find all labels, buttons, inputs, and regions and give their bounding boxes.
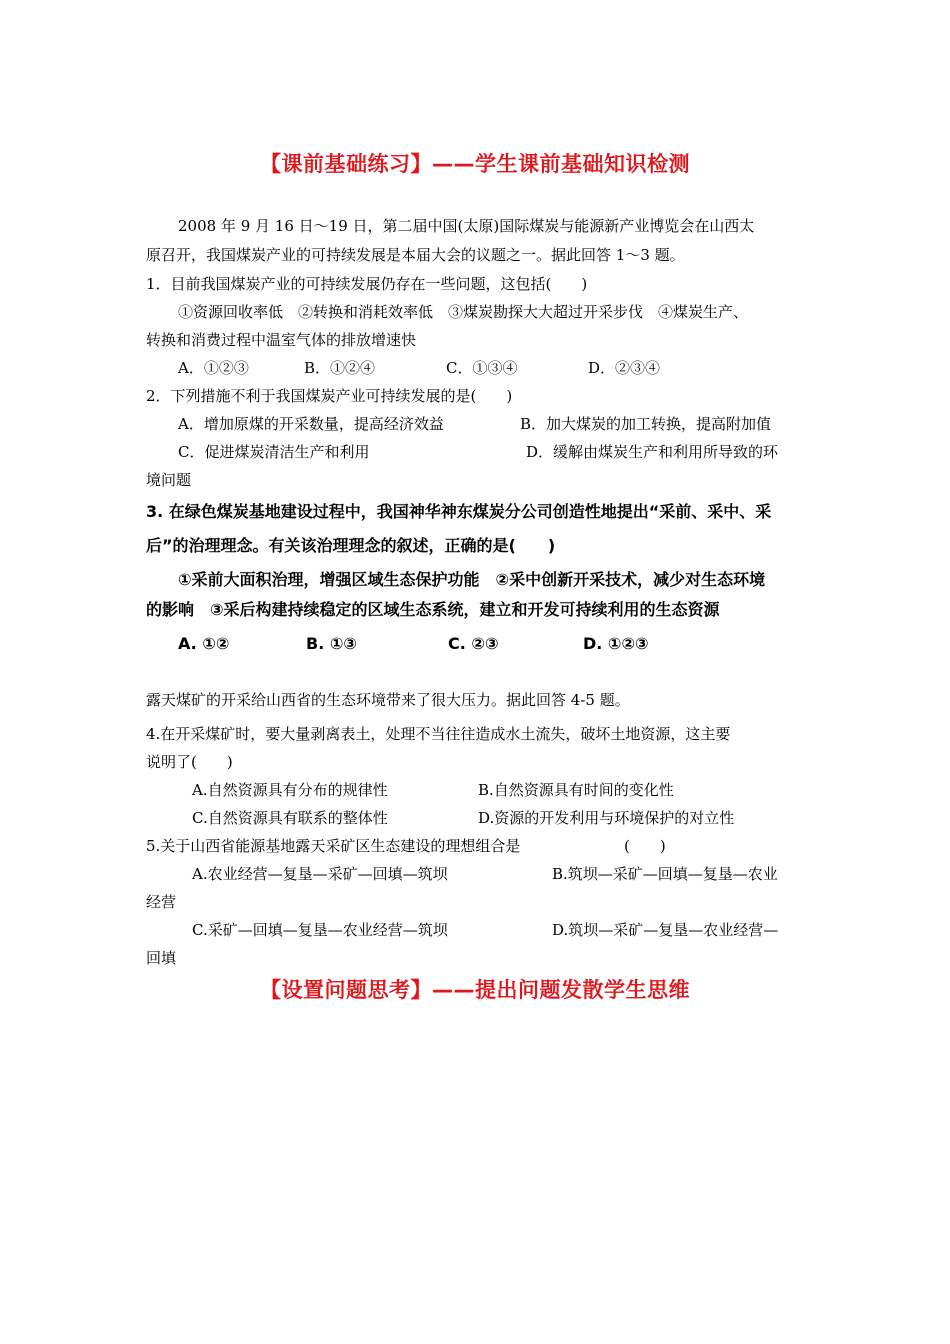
q5-option-b-continued: 经营: [146, 893, 177, 911]
q4-stem-line-1: 4.在开采煤矿时，要大量剥离表土，处理不当往往造成水土流失，破坏土地资源，这主要: [146, 725, 731, 743]
q4-stem-line-2: 说明了( ): [146, 753, 233, 771]
q4-option-b: B.自然资源具有时间的变化性: [478, 781, 674, 799]
q4-option-c: C.自然资源具有联系的整体性: [192, 809, 388, 827]
q5-option-b: B.筑坝—采矿—回填—复垦—农业: [552, 865, 778, 883]
q1-stem: 1．目前我国煤炭产业的可持续发展仍存在一些问题，这包括( ): [146, 275, 588, 293]
q3-stem-line-1: 3. 在绿色煤炭基地建设过程中，我国神华神东煤炭分公司创造性地提出“采前、采中、采: [146, 502, 772, 521]
q1-option-b: B．①②④: [304, 359, 376, 377]
q3-option-d: D. ①②③: [583, 634, 649, 653]
q3-stem-line-2: 后”的治理理念。有关该治理理念的叙述，正确的是( ): [146, 536, 556, 555]
q2-option-a: A．增加原煤的开采数量，提高经济效益: [178, 415, 444, 433]
q5-option-c: C.采矿—回填—复垦—农业经营—筑坝: [192, 921, 448, 939]
q3-option-c: C. ②③: [448, 634, 499, 653]
q2-option-c: C．促进煤炭清洁生产和利用: [178, 443, 370, 461]
q4-option-d: D.资源的开发利用与环境保护的对立性: [478, 809, 735, 827]
section-heading-basic-practice: 【课前基础练习】——学生课前基础知识检测: [260, 152, 690, 176]
q2-option-b: B．加大煤炭的加工转换，提高附加值: [520, 415, 772, 433]
q1-option-a: A．①②③: [178, 359, 249, 377]
q5-option-d: D.筑坝—采矿—复垦—农业经营—: [552, 921, 779, 939]
q4-option-a: A.自然资源具有分布的规律性: [192, 781, 388, 799]
q3-items-line-2: 的影响 ③采后构建持续稳定的区域生态系统，建立和开发可持续利用的生态资源: [146, 600, 720, 619]
q2-stem: 2．下列措施不利于我国煤炭产业可持续发展的是( ): [146, 387, 513, 405]
q5-option-d-continued: 回填: [146, 949, 177, 967]
q3-option-a: A. ①②: [178, 634, 230, 653]
q3-items-line-1: ①采前大面积治理，增强区域生态保护功能 ②采中创新开采技术，减少对生态环境: [178, 570, 766, 589]
intro-line-2: 原召开，我国煤炭产业的可持续发展是本届大会的议题之一。据此回答 1～3 题。: [146, 246, 685, 264]
intro-2: 露天煤矿的开采给山西省的生态环境带来了很大压力。据此回答 4-5 题。: [146, 691, 630, 709]
q1-items-line-2: 转换和消费过程中温室气体的排放增速快: [146, 331, 417, 349]
q1-option-c: C．①③④: [446, 359, 518, 377]
q3-option-b: B. ①③: [306, 634, 357, 653]
q5-stem-paren: ( ): [624, 837, 666, 855]
intro-line-1: 2008 年 9 月 16 日～19 日，第二届中国(太原)国际煤炭与能源新产业博览会在山西太: [178, 217, 755, 235]
section-heading-question-thinking: 【设置问题思考】——提出问题发散学生思维: [260, 978, 690, 1002]
q2-option-d: D．缓解由煤炭生产和利用所导致的环: [526, 443, 779, 461]
q1-option-d: D．②③④: [588, 359, 661, 377]
q1-items-line-1: ①资源回收率低 ②转换和消耗效率低 ③煤炭勘探大大超过开采步伐 ④煤炭生产、: [178, 303, 749, 321]
q5-stem: 5.关于山西省能源基地露天采矿区生态建设的理想组合是: [146, 837, 521, 855]
q2-option-d-continued: 境问题: [146, 471, 192, 489]
q5-option-a: A.农业经营—复垦—采矿—回填—筑坝: [192, 865, 448, 883]
